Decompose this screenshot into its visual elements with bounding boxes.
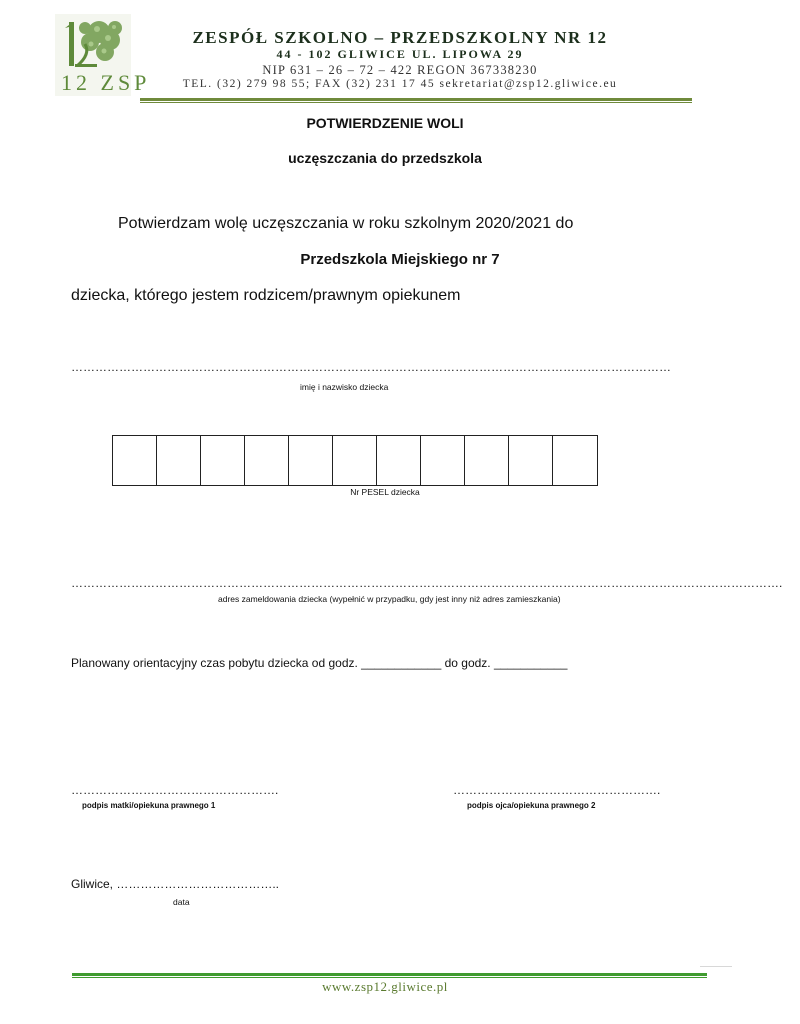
mother-signature-field[interactable]: ……………………………………………. <box>71 783 279 797</box>
pesel-cell[interactable] <box>465 436 509 485</box>
father-signature-field[interactable]: ……………………………………………. <box>453 783 661 797</box>
pesel-cell[interactable] <box>553 436 597 485</box>
address-field[interactable]: ……………………………………………………………………………………………………………………………………………………………. <box>71 576 783 590</box>
school-address: 44 - 102 GLIWICE UL. LIPOWA 29 <box>276 47 524 61</box>
footer-website: www.zsp12.gliwice.pl <box>322 979 448 994</box>
child-name-caption: imię i nazwisko dziecka <box>300 382 389 392</box>
header-divider <box>140 98 692 101</box>
pesel-cell[interactable] <box>377 436 421 485</box>
pesel-cell[interactable] <box>421 436 465 485</box>
date-caption: data <box>173 897 190 907</box>
school-ids: NIP 631 – 26 – 72 – 422 REGON 367338230 <box>262 63 538 77</box>
school-name: ZESPÓŁ SZKOLNO – PRZEDSZKOLNY NR 12 <box>192 28 608 47</box>
address-caption: adres zameldowania dziecka (wypełnić w przypadku, gdy jest inny niż adres zamieszkania) <box>218 594 561 604</box>
pesel-cell[interactable] <box>289 436 333 485</box>
place-date-field[interactable]: Gliwice, ………………………………….. <box>71 877 280 891</box>
document-title: POTWIERDZENIE WOLI <box>306 115 464 131</box>
pesel-cell[interactable] <box>201 436 245 485</box>
pesel-cell[interactable] <box>509 436 553 485</box>
footer-divider <box>72 973 707 976</box>
pesel-caption: Nr PESEL dziecka <box>350 487 420 497</box>
pesel-cell[interactable] <box>333 436 377 485</box>
mother-signature-label: podpis matki/opiekuna prawnego 1 <box>82 801 216 810</box>
father-signature-label: podpis ojca/opiekuna prawnego 2 <box>467 801 596 810</box>
school-logo <box>55 14 151 96</box>
pesel-cell[interactable] <box>245 436 289 485</box>
attendance-time-field[interactable]: Planowany orientacyjny czas pobytu dziecka od godz. ____________ do godz. ___________ <box>71 656 568 670</box>
school-contact: TEL. (32) 279 98 55; FAX (32) 231 17 45 sekretariat@zsp12.gliwice.eu <box>182 78 618 90</box>
pesel-cell[interactable] <box>113 436 157 485</box>
footer-divider-thin <box>72 977 707 978</box>
institution-name: Przedszkola Miejskiego nr 7 <box>300 251 500 268</box>
logo-text: 12 ZSP <box>61 70 151 95</box>
document-subtitle: uczęszczania do przedszkola <box>288 150 482 166</box>
pesel-grid <box>112 435 598 486</box>
statement-text: Potwierdzam wolę uczęszczania w roku szkolnym 2020/2021 do <box>118 215 574 232</box>
child-name-field[interactable]: …………………………………………………………………………………………………………………………………… <box>71 360 671 374</box>
footer-divider-gray <box>700 966 732 967</box>
statement-text-continued: dziecka, którego jestem rodzicem/prawnym opiekunem <box>71 287 461 304</box>
header-divider-thin <box>140 102 692 103</box>
pesel-cell[interactable] <box>157 436 201 485</box>
